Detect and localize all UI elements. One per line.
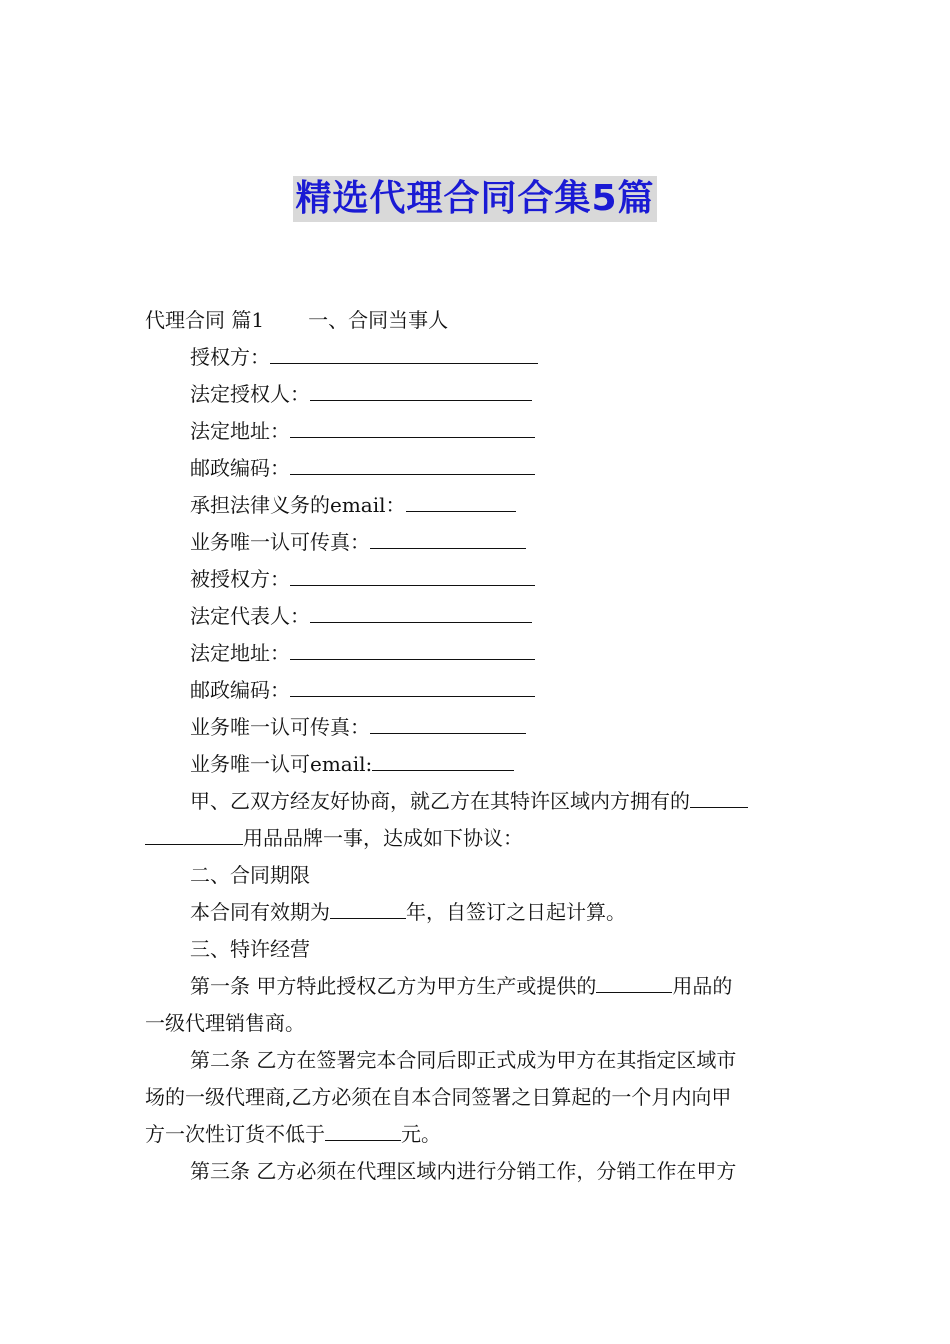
field-email-2: 业务唯一认可email: — [145, 746, 810, 783]
field-grantor: 授权方： — [145, 339, 810, 376]
document-title: 精选代理合同合集5篇 — [293, 176, 656, 222]
para-intro-line1: 甲、乙双方经友好协商，就乙方在其特许区域内方拥有的 — [145, 783, 810, 820]
field-fax: 业务唯一认可传真： — [145, 524, 810, 561]
section-term: 二、合同期限 — [190, 863, 310, 887]
field-grantee: 被授权方： — [145, 561, 810, 598]
blank-line — [290, 678, 535, 697]
contract-heading: 代理合同 篇1 — [145, 308, 265, 332]
blank-line — [310, 604, 532, 623]
blank-line — [145, 826, 243, 845]
section-parties: 一、合同当事人 — [308, 308, 449, 332]
field-legal-address-2: 法定地址： — [145, 635, 810, 672]
article-2-line2: 场的一级代理商,乙方必须在自本合同签署之日算起的一个月内向甲 — [145, 1085, 732, 1109]
article-2-line1: 第二条 乙方在签署完本合同后即正式成为甲方在其指定区域市 — [190, 1048, 737, 1072]
blank-line — [290, 419, 535, 438]
blank-line — [372, 752, 514, 771]
blank-line — [370, 715, 526, 734]
blank-line — [270, 345, 538, 364]
blank-line — [310, 382, 532, 401]
document-body — [145, 302, 810, 1190]
article-3-line1: 第三条 乙方必须在代理区域内进行分销工作，分销工作在甲方 — [190, 1159, 737, 1183]
field-postcode-2: 邮政编码： — [145, 672, 810, 709]
blank-line — [290, 456, 535, 475]
blank-line — [290, 641, 535, 660]
blank-line — [290, 567, 535, 586]
blank-line — [325, 1122, 401, 1141]
article-2-line3: 方一次性订货不低于 元。 — [145, 1122, 441, 1146]
blank-line — [330, 900, 406, 919]
heading-line — [145, 302, 810, 339]
field-legal-representative: 法定代表人： — [145, 598, 810, 635]
field-fax-2: 业务唯一认可传真： — [145, 709, 810, 746]
section-franchise: 三、特许经营 — [190, 937, 310, 961]
para-term: 本合同有效期为 年，自签订之日起计算。 — [190, 900, 626, 924]
blank-line — [596, 974, 672, 993]
field-legal-email: 承担法律义务的email： — [145, 487, 810, 524]
field-legal-authorizer: 法定授权人： — [145, 376, 810, 413]
blank-line — [406, 493, 516, 512]
field-legal-address: 法定地址： — [145, 413, 810, 450]
blank-line — [370, 530, 526, 549]
blank-line — [690, 789, 748, 808]
article-1-line1: 第一条 甲方特此授权乙方为甲方生产或提供的 用品的 — [190, 974, 733, 998]
para-intro-line2: 用品品牌一事，达成如下协议： — [145, 820, 810, 857]
field-postcode: 邮政编码： — [145, 450, 810, 487]
article-1-line2: 一级代理销售商。 — [145, 1011, 305, 1035]
